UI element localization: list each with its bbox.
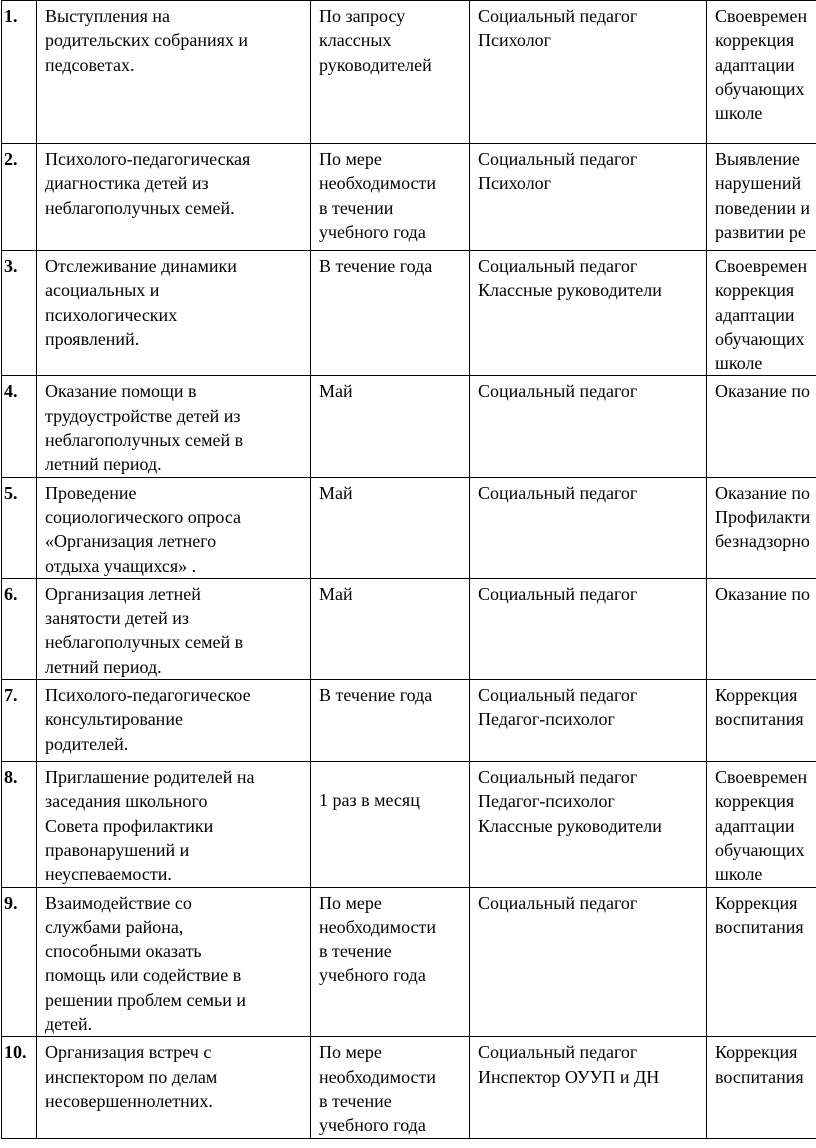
cell-text-line: Оказание по [715,381,810,402]
cell-text-line: коррекция [715,30,795,51]
cell-text-line: отдыха учащихся» . [45,555,197,576]
cell-text-line: родительских собраниях и [45,30,249,51]
cell-text-line: решении проблем семьи и [45,989,247,1010]
cell-text-line: Оказание помощи в [45,381,197,402]
table-body [2,1,816,1139]
row-number: 5. [2,477,37,578]
timing-cell [311,680,470,762]
cell-text-line: школе [715,353,763,374]
cell-text-line: адаптации [715,304,795,325]
event-cell [37,251,311,376]
responsible-cell [470,887,707,1037]
cell-text-line: Май [319,381,353,402]
cell-text-line: трудоустройстве детей из [45,405,241,426]
timing-cell [311,477,470,578]
result-cell [707,887,816,1037]
cell-text-line: социологического опроса [45,506,242,527]
table-row [2,762,816,887]
cell-text-line: Инспектор ОУУП и ДН [478,1066,660,1087]
cell-text-line: неблагополучных семей в [45,632,244,653]
cell-text-line: Социальный педагог [478,149,638,169]
result-cell [707,762,816,887]
table-row [2,144,816,251]
cell-text-line: По мере [319,1042,382,1063]
cell-text-line: Социальный педагог [478,256,638,276]
row-number: 9. [2,887,37,1037]
cell-text-line: родителей. [45,733,129,754]
result-cell [707,1,816,144]
cell-text-line: Проведение [45,482,137,503]
cell-text-line: Педагог-психолог [478,709,615,730]
cell-text-line: помощь или содействие в [45,965,242,986]
cell-text-line: безнадзорно [715,531,810,552]
cell-text-line: Своевремен [715,6,808,26]
result-cell [707,578,816,679]
responsible-cell [470,1,707,144]
event-cell [37,578,311,679]
responsible-cell [470,477,707,578]
row-number: 10. [2,1037,37,1138]
cell-text-line: летний период. [45,454,162,475]
cell-text-line: Социальный педагог [478,583,638,604]
event-cell [37,144,311,251]
event-cell [37,680,311,762]
cell-text-line: Коррекция [715,685,798,706]
cell-text-line: руководителей [319,54,432,75]
cell-text-line: Своевремен [715,767,808,788]
cell-text-line: Оказание по [715,482,810,503]
result-cell [707,1037,816,1138]
cell-text-line: коррекция [715,791,795,812]
row-number: 7. [2,680,37,762]
cell-text-line: проявлений. [45,328,140,349]
timing-cell [311,376,470,477]
table-row [2,578,816,679]
cell-text-line: необходимости [319,916,437,937]
cell-text-line: развитии ре [715,221,806,242]
cell-text-line: Социальный педагог [478,767,638,788]
work-plan-table [1,0,816,1139]
cell-text-line: Выявление [715,149,800,169]
responsible-cell [470,1037,707,1138]
cell-text-line: заседания школьного [45,791,208,812]
table-row [2,1037,816,1138]
cell-text-line: Оказание по [715,583,810,604]
cell-text-line: воспитания [715,916,804,937]
cell-text-line: Приглашение родителей на [45,767,255,788]
timing-cell [311,1037,470,1138]
cell-text-line: 1 раз в месяц [319,790,420,811]
timing-cell [311,144,470,251]
event-cell [37,762,311,887]
cell-text-line: способными оказать [45,941,202,962]
event-cell [37,477,311,578]
cell-text-line: нарушений [715,173,802,194]
cell-text-line: несовершеннолетних. [45,1090,213,1111]
responsible-cell [470,144,707,251]
cell-text-line: школе [715,864,763,885]
cell-text-line: Социальный педагог [478,482,638,503]
timing-cell [311,1,470,144]
cell-text-line: Май [319,583,353,604]
cell-text-line: В течение года [319,685,433,706]
cell-text-line: необходимости [319,173,437,194]
cell-text-line: воспитания [715,709,804,730]
responsible-cell [470,251,707,376]
cell-text-line: «Организация летнего [45,531,217,552]
cell-text-line: Психолог [478,30,552,51]
cell-text-line: правонарушений и [45,839,190,860]
cell-text-line: адаптации [715,815,795,836]
cell-text-line: обучающих [715,328,805,349]
cell-text-line: неблагополучных семей в [45,430,244,451]
cell-text-line: в течении [319,197,394,218]
cell-text-line: педсоветах. [45,54,135,75]
cell-text-line: Взаимодействие со [45,892,192,913]
cell-text-line: Психолого-педагогическая [45,149,251,169]
cell-text-line: консультирование [45,709,183,730]
cell-text-line: психологических [45,304,178,325]
cell-text-line: Коррекция [715,1042,798,1063]
cell-text-line: Классные руководители [478,815,662,836]
cell-text-line: асоциальных и [45,280,160,301]
result-cell [707,144,816,251]
result-cell [707,376,816,477]
timing-cell [311,578,470,679]
cell-text-line: в течение [319,941,392,962]
event-cell [37,887,311,1037]
result-cell [707,251,816,376]
cell-text-line: По мере [319,149,382,169]
cell-text-line: Профилакти [715,506,811,527]
cell-text-line: Классные руководители [478,280,662,301]
cell-text-line: учебного года [319,965,426,986]
cell-text-line: летний период. [45,656,162,677]
cell-text-line: Психолого-педагогическое [45,685,251,706]
cell-text-line: необходимости [319,1066,437,1087]
cell-text-line: неуспеваемости. [45,864,172,885]
cell-text-line: Выступления на [45,6,170,26]
cell-text-line: воспитания [715,1066,804,1087]
table-row [2,887,816,1037]
cell-text-line: Коррекция [715,892,798,913]
cell-text-line: Педагог-психолог [478,791,615,812]
event-cell [37,1,311,144]
cell-text-line: В течение года [319,256,433,276]
event-cell [37,1037,311,1138]
cell-text-line: Психолог [478,173,552,194]
table-row [2,477,816,578]
row-number: 1. [2,1,37,144]
responsible-cell [470,578,707,679]
cell-text-line: школе [715,103,763,124]
responsible-cell [470,680,707,762]
cell-text-line: Социальный педагог [478,6,638,26]
cell-text-line: детей. [45,1014,93,1035]
cell-text-line: Социальный педагог [478,381,638,402]
timing-cell [311,887,470,1037]
row-number: 8. [2,762,37,887]
cell-text-line: занятости детей из [45,608,189,629]
cell-text-line: учебного года [319,1115,426,1136]
cell-text-line: Отслеживание динамики [45,256,237,276]
cell-text-line: инспектором по делам [45,1066,218,1087]
cell-text-line: Своевремен [715,256,808,276]
cell-text-line: Май [319,482,353,503]
cell-text-line: Организация встреч с [45,1042,212,1063]
result-cell [707,680,816,762]
row-number: 3. [2,251,37,376]
cell-text-line: поведении и [715,197,810,218]
cell-text-line: обучающих [715,839,805,860]
cell-text-line: По запросу [319,6,406,26]
table-row [2,251,816,376]
timing-cell [311,251,470,376]
result-cell [707,477,816,578]
cell-text-line: По мере [319,892,382,913]
cell-text-line: адаптации [715,54,795,75]
row-number: 6. [2,578,37,679]
cell-text-line: Совета профилактики [45,815,214,836]
cell-text-line: неблагополучных семей. [45,197,235,218]
table-row [2,1,816,144]
cell-text-line: классных [319,30,392,51]
cell-text-line: Организация летней [45,583,201,604]
responsible-cell [470,762,707,887]
cell-text-line: коррекция [715,280,795,301]
cell-text-line: обучающих [715,78,805,99]
timing-cell [311,762,470,887]
row-number: 2. [2,144,37,251]
cell-text-line: Социальный педагог [478,685,638,706]
cell-text-line: Социальный педагог [478,892,638,913]
responsible-cell [470,376,707,477]
cell-text-line: Социальный педагог [478,1042,638,1063]
table-row [2,680,816,762]
cell-text-line: учебного года [319,221,426,242]
cell-text-line: диагностика детей из [45,173,209,194]
event-cell [37,376,311,477]
cell-text-line: службами района, [45,916,184,937]
row-number: 4. [2,376,37,477]
table-row [2,376,816,477]
cell-text-line: в течение [319,1090,392,1111]
